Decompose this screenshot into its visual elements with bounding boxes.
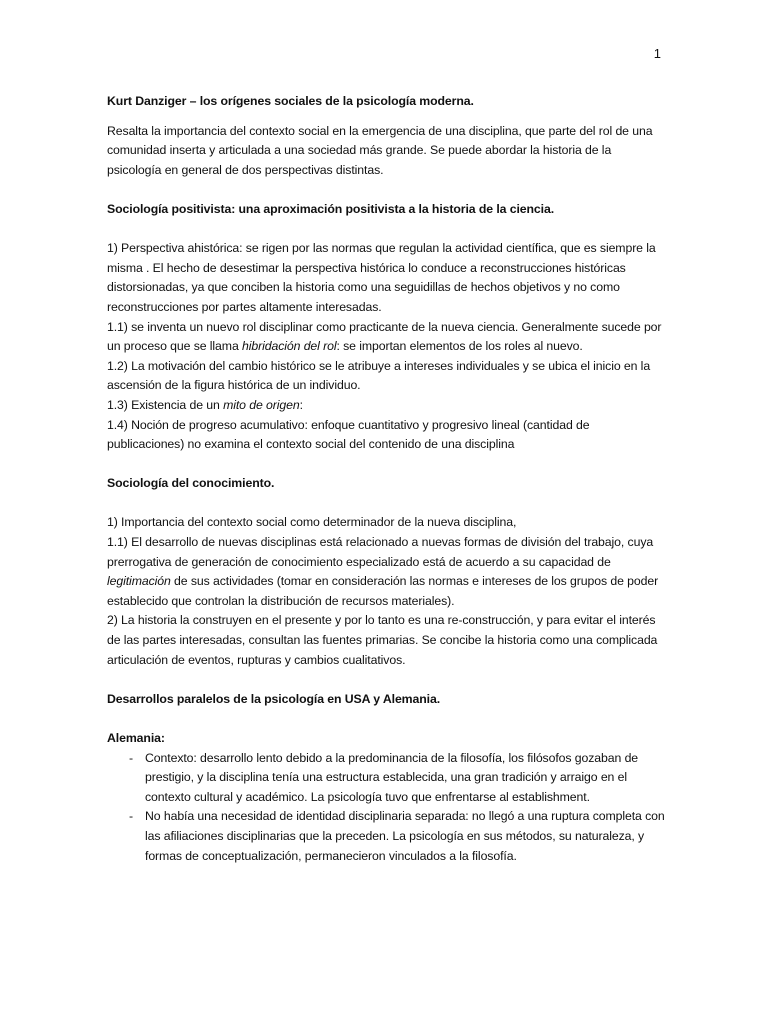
alemania-bullet-list: [107, 749, 667, 867]
section-heading-conocimiento: Sociología del conocimiento.: [107, 476, 275, 491]
bullet-dash: -: [129, 809, 133, 824]
list-item-text: Contexto: desarrollo lento debido a la predominancia de la filosofía, los filósofos gozaban de prestigio, y la disciplina tenía una estructura establecida, una gran tradición y arraigo en el contexto cultural y académico. La psicología tuvo que enfrentarse al establishment.: [145, 750, 639, 804]
section-heading-desarrollos: Desarrollos paralelos de la psicología en USA y Alemania.: [107, 691, 441, 706]
list-item: [107, 749, 667, 808]
paragraph-1-1: [107, 318, 667, 357]
emphasis-text: legitimación: [107, 574, 171, 589]
paragraph-1-4: 1.4) Noción de progreso acumulativo: enfoque cuantitativo y progresivo lineal (cantidad de publicaciones) no examina el contexto social del contenido de una disciplina: [107, 417, 590, 452]
text-span: de sus actividades (tomar en consideración las normas e intereses de los grupos de poder establecido que controlan la distribución de recursos materiales).: [107, 574, 659, 608]
bullet-dash: -: [129, 750, 133, 765]
paragraph-1: 1) Perspectiva ahistórica: se rigen por las normas que regulan la actividad científica, que es siempre la misma . El hecho de desestimar la perspectiva histórica lo conduce a reconstrucciones históricas distorsionadas, ya que conciben la historia como una seguidillas de hechos objetivos y no como reconstrucciones por partes altamente interesadas.: [107, 241, 656, 314]
intro-paragraph: Resalta la importancia del contexto social en la emergencia de una disciplina, que parte del rol de una comunidad inserta y articulada a una sociedad más grande. Se puede abordar la historia de la psicología en general de dos perspectivas distintas.: [107, 123, 653, 177]
document-body: [107, 92, 667, 866]
list-item: [107, 807, 667, 866]
section-heading-alemania: Alemania:: [107, 731, 165, 745]
paragraph-1-3: [107, 396, 667, 416]
list-item-text: No había una necesidad de identidad disciplinaria separada: no llegó a una ruptura completa con las afiliaciones disciplinarias que la preceden. La psicología en sus métodos, su naturaleza, y formas de conceptualización, permanecieron vinculados a la filosofía.: [145, 809, 665, 863]
paragraph-2-2: 2) La historia la construyen en el presente y por lo tanto es una re-construcción, y para evitar el interés de las partes interesadas, consultan las fuentes primarias. Se concibe la historia como una complicada articulación de eventos, rupturas y cambios cualitativos.: [107, 613, 658, 667]
document-title: Kurt Danziger – los orígenes sociales de la psicología moderna.: [107, 94, 474, 108]
text-span: : se importan elementos de los roles al nuevo.: [336, 339, 583, 354]
section-heading-positivista: Sociología positivista: una aproximación positivista a la historia de la ciencia.: [107, 201, 555, 216]
text-span: 1.1) se inventa un nuevo rol disciplinar como practicante de la nueva ciencia. Generalmente sucede por un proceso que se llama: [107, 319, 662, 354]
text-span: :: [299, 397, 303, 412]
text-span: 1.1) El desarrollo de nuevas disciplinas está relacionado a nuevas formas de división del trabajo, cuya prerrogativa de generación de conocimiento especializado está de acuerdo a su capacidad de: [107, 535, 654, 569]
paragraph-1-2: 1.2) La motivación del cambio histórico se le atribuye a intereses individuales y se ubica el inicio en la ascensión de la figura histórica de un individuo.: [107, 358, 651, 393]
text-span: 1.3) Existencia de un: [107, 397, 224, 412]
emphasis-text: mito de origen: [223, 397, 300, 412]
emphasis-text: hibridación del rol: [242, 339, 337, 354]
page-number: 1: [653, 46, 661, 61]
paragraph-2-1-1: [107, 533, 667, 611]
paragraph-2-1: 1) Importancia del contexto social como determinador de la nueva disciplina,: [107, 515, 517, 530]
